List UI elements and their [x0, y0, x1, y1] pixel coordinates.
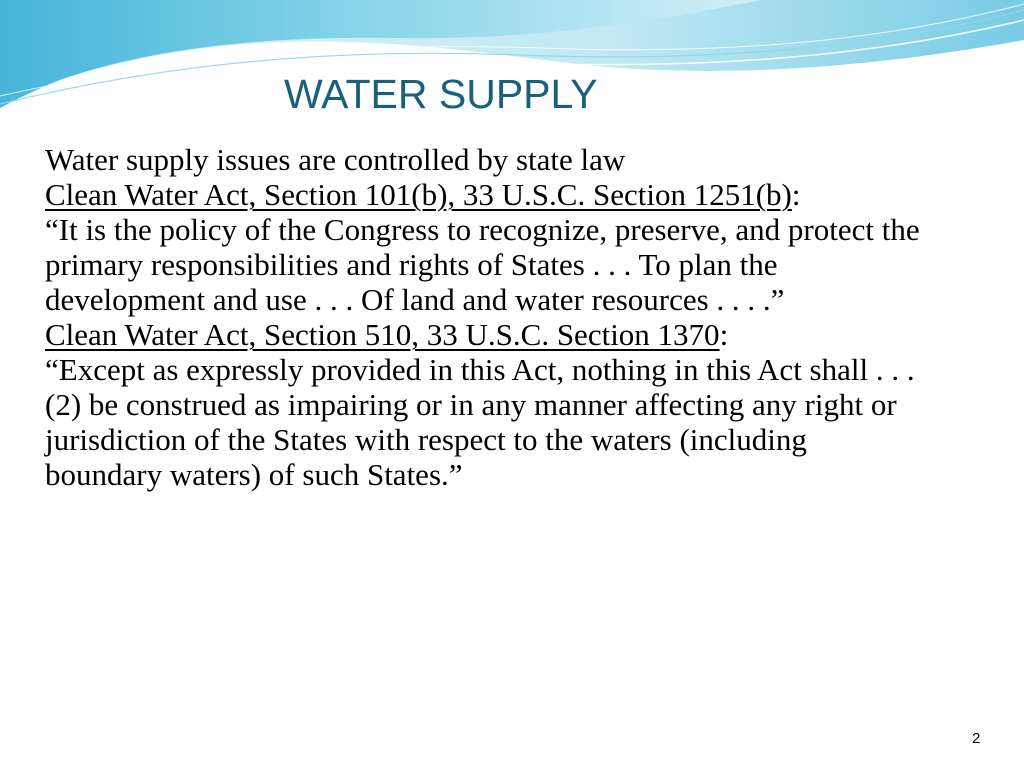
slide-body	[45, 142, 925, 492]
page-number: 2	[972, 730, 981, 747]
citation-section-101b	[45, 177, 925, 212]
citation-section-101b-title: Clean Water Act, Section 101(b), 33 U.S.C. Section 1251(b)	[45, 177, 792, 212]
citation-section-101b-colon: :	[791, 177, 801, 212]
citation-section-510-colon: :	[719, 317, 729, 352]
citation-section-510-title: Clean Water Act, Section 510, 33 U.S.C. Section 1370	[45, 317, 720, 352]
intro-text: Water supply issues are controlled by state law	[45, 142, 626, 177]
citation-section-510	[45, 317, 925, 352]
slide-title: WATER SUPPLY	[284, 71, 598, 117]
quote-except-as-provided: “Except as expressly provided in this Act, nothing in this Act shall . . . (2) be construed as impairing or in any manner affecting any right or jurisdiction of the States with respect to the waters (including boundary waters) of such States.”	[45, 352, 915, 492]
quote-congress-policy: “It is the policy of the Congress to recognize, preserve, and protect the primary responsibilities and rights of States . . . To plan the development and use . . . Of land and water resources . . . .”	[45, 212, 920, 317]
